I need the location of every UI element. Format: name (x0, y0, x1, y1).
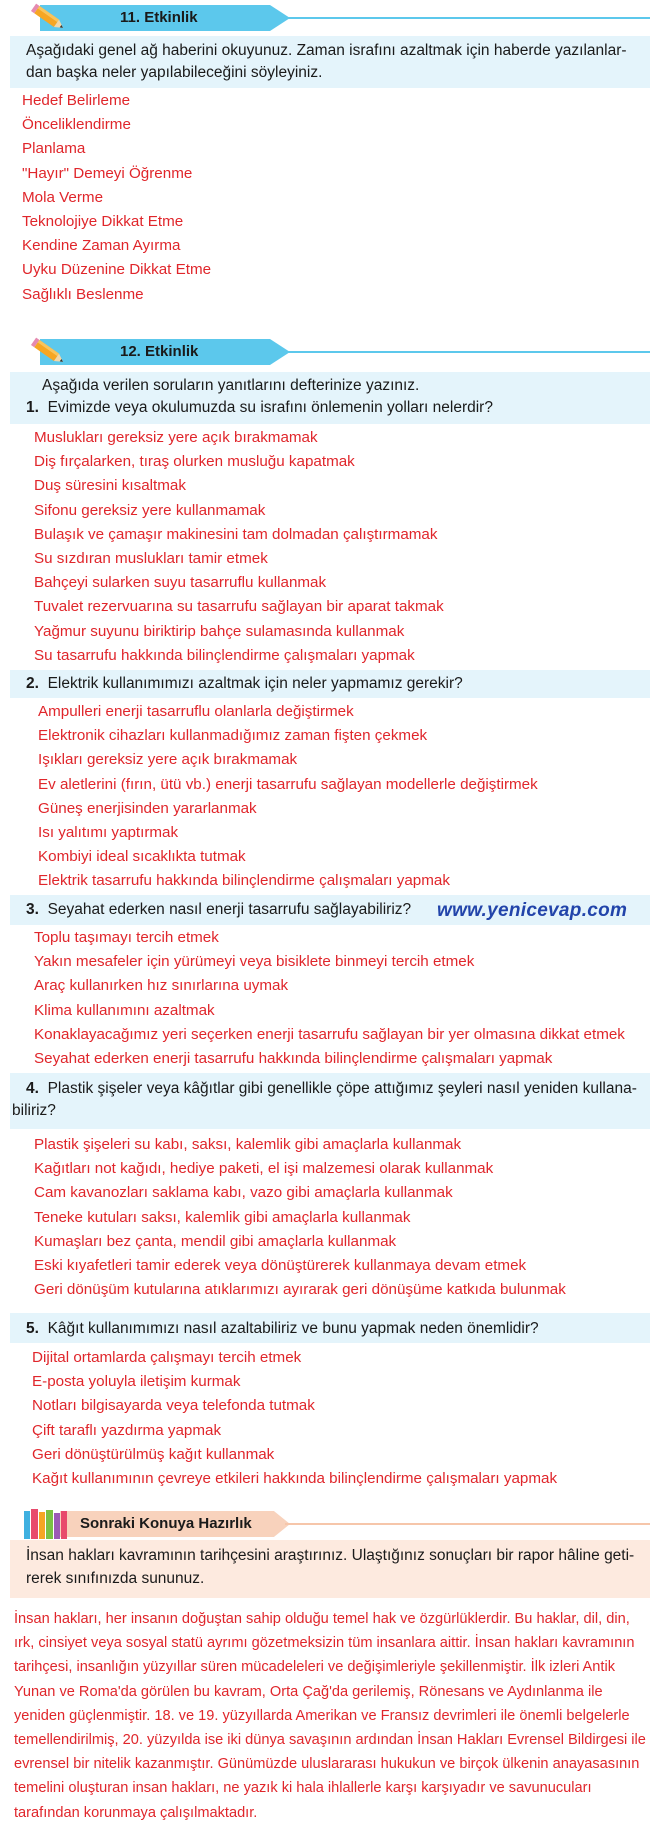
list-item: Kendine Zaman Ayırma (22, 237, 181, 255)
activity-11-prompt-line1: Aşağıdaki genel ağ haberini okuyunuz. Zaman israfını azaltmak için haberde yazılanlar- (26, 42, 627, 59)
question-number: 3. (26, 901, 39, 918)
banner-rule (285, 351, 650, 353)
list-item: Klima kullanımını azaltmak (34, 1001, 215, 1019)
list-item: Kumaşları bez çanta, mendil gibi amaçlarla kullanmak (34, 1232, 397, 1250)
pencil-icon (28, 336, 68, 368)
list-item: Ampulleri enerji tasarruflu olanlarla değiştirmek (38, 703, 354, 720)
list-item: Işıkları gereksiz yere açık bırakmamak (38, 751, 298, 769)
list-item: Sağlıklı Beslenme (22, 285, 144, 303)
question-text: Evimizde veya okulumuzda su israfını önlemenin yolları nelerdir? (47, 399, 493, 416)
pencil-icon (28, 2, 68, 34)
list-item: Planlama (22, 140, 86, 158)
preparation-prompt-box (10, 1540, 650, 1598)
question-5-answers (32, 1346, 557, 1491)
activity-11-answer-list (22, 89, 211, 307)
list-item: Kağıtları not kağıdı, hediye paketi, el işi malzemesi olarak kullanmak (34, 1160, 494, 1178)
list-item: Eski kıyafetleri tamir ederek veya dönüştürerek kullanmaya devam etmek (34, 1256, 527, 1274)
list-item: "Hayır" Demeyi Öğrenme (22, 164, 193, 182)
list-item: Araç kullanırken hız sınırlarına uymak (34, 977, 289, 995)
activity-12-title: 12. Etkinlik (120, 343, 199, 360)
question-1 (26, 397, 493, 419)
list-item: Yakın mesafeler için yürümeyi veya bisiklete binmeyi tercih etmek (34, 953, 475, 971)
list-item: Su sızdıran muslukları tamir etmek (34, 549, 268, 567)
preparation-prompt-line2: rerek sınıfınızda sununuz. (26, 1570, 205, 1587)
list-item: Muslukları gereksiz yere açık bırakmamak (34, 429, 318, 446)
activity-12-banner (10, 336, 650, 366)
list-item: Diş fırçalarken, tıraş olurken musluğu kapatmak (34, 453, 355, 471)
list-item: Kombiyi ideal sıcaklıkta tutmak (38, 848, 246, 866)
question-number: 4. (26, 1080, 39, 1097)
list-item: Teneke kutuları saksı, kalemlik gibi amaçlarla kullanmak (34, 1208, 411, 1226)
list-item: Isı yalıtımı yaptırmak (38, 823, 179, 841)
list-item: Uyku Düzenine Dikkat Etme (22, 261, 212, 279)
question-4-answers (34, 1133, 566, 1302)
list-item: Konaklayacağımız yeri seçerken enerji tasarrufu sağlayan bir yer olmasına dikkat etmek (34, 1025, 625, 1043)
list-item: Dijital ortamlarda çalışmayı tercih etmek (32, 1349, 302, 1366)
banner-rule (285, 17, 650, 19)
books-icon (20, 1507, 75, 1541)
activity-11-prompt-box (10, 36, 650, 88)
list-item: Sifonu gereksiz yere kullanmamak (34, 501, 266, 519)
activity-11-banner (10, 2, 650, 32)
question-number: 5. (26, 1320, 39, 1337)
watermark: www.yenicevap.com (437, 900, 628, 921)
list-item: Çift taraflı yazdırma yapmak (32, 1421, 222, 1439)
question-number: 1. (26, 399, 39, 416)
list-item: Elektrik tasarrufu hakkında bilinçlendirme çalışmaları yapmak (38, 872, 450, 890)
activity-11-title: 11. Etkinlik (120, 9, 198, 26)
list-item: Plastik şişeleri su kabı, saksı, kalemlik gibi amaçlarla kullanmak (34, 1136, 462, 1153)
preparation-banner (10, 1507, 650, 1539)
list-item: Hedef Belirleme (22, 92, 131, 109)
activity-12-prompt: Aşağıda verilen soruların yanıtlarını defterinize yazınız. (42, 377, 420, 394)
question-text-line1: Plastik şişeler veya kâğıtlar gibi genellikle çöpe attığımız şeyleri nasıl yeniden kullana- (47, 1080, 637, 1097)
list-item: Elektronik cihazları kullanmadığımız zaman fişten çekmek (38, 727, 428, 745)
list-item: Yağmur suyunu biriktirip bahçe sulamasında kullanmak (34, 622, 405, 640)
question-3-answers (34, 926, 625, 1071)
list-item: Notları bilgisayarda veya telefonda tutmak (32, 1397, 315, 1415)
list-item: Teknolojiye Dikkat Etme (22, 212, 184, 230)
list-item: Cam kavanozları saklama kabı, vazo gibi amaçlarla kullanmak (34, 1184, 453, 1202)
preparation-answer: İnsan hakları, her insanın doğuştan sahip olduğu temel hak ve özgürlüklerdir. Bu haklar, dil, din, ırk, cinsiyet veya sosyal statü ayrımı gözetmeksizin tüm insanlara aittir. İnsan hakları kavramının tarihçesi, insanlığın yüzyıllar süren mücadeleleri ve değişimleriyle şekillenmiştir. İlk izleri Antik Yunan ve Roma'da görülen bu kavram, Orta Çağ'da gerilemiş, Rönesans ve Aydınlanma ile yeniden güçlenmiştir. 18. ve 19. yüzyıllarda Amerikan ve Fransız devrimleri ile önemli belgelerle temellendirilmiş, 20. yüzyılda ise iki dünya savaşının ardından İnsan Hakları Evrensel Bildirgesi ile evrensel bir nitelik kazanmıştır. Günümüzde uluslararası hukukun ve birçok ülkenin anayasasının temelini oluşturan insan hakları, ne yazık ki hala ihlallerle karşı karşıyadır ve savunucuları tarafından korunmaya çalışılmaktadır. (14, 1611, 646, 1821)
list-item: Kağıt kullanımının çevreye etkileri hakkında bilinçlendirme çalışmaları yapmak (32, 1469, 558, 1487)
list-item: Önceliklendirme (22, 116, 131, 134)
question-2 (26, 673, 646, 695)
list-item: Güneş enerjisinden yararlanmak (38, 799, 257, 817)
question-1-answers (34, 426, 444, 668)
activity-11-prompt-line2: dan başka neler yapılabileceğini söyleyiniz. (26, 64, 323, 81)
question-5 (26, 1318, 646, 1340)
list-item: Su tasarrufu hakkında bilinçlendirme çalışmaları yapmak (34, 646, 415, 664)
list-item: Duş süresini kısaltmak (34, 477, 186, 495)
list-item: Seyahat ederken enerji tasarrufu hakkında bilinçlendirme çalışmaları yapmak (34, 1049, 553, 1067)
question-4-line2: biliriz? (12, 1102, 56, 1119)
list-item: Tuvalet rezervuarına su tasarrufu sağlayan bir aparat takmak (34, 598, 444, 616)
list-item: Toplu taşımayı tercih etmek (34, 929, 219, 946)
question-4 (26, 1078, 646, 1100)
banner-rule (285, 1523, 650, 1525)
activity-12-prompt-box (10, 372, 650, 424)
list-item: Ev aletlerini (fırın, ütü vb.) enerji tasarrufu sağlayan modellerle değiştirmek (38, 775, 538, 793)
preparation-prompt-line1: İnsan hakları kavramının tarihçesini araştırınız. Ulaştığınız sonuçları bir rapor hâline geti- (26, 1547, 635, 1564)
list-item: Geri dönüştürülmüş kağıt kullanmak (32, 1445, 275, 1463)
question-2-answers (38, 700, 538, 894)
list-item: E-posta yoluyla iletişim kurmak (32, 1373, 241, 1391)
list-item: Geri dönüşüm kutularına atıklarımızı ayırarak geri dönüşüme katkıda bulunmak (34, 1281, 566, 1299)
list-item: Mola Verme (22, 188, 104, 206)
list-item: Bahçeyi sularken suyu tasarruflu kullanmak (34, 574, 327, 592)
question-number: 2. (26, 675, 39, 692)
list-item: Bulaşık ve çamaşır makinesini tam dolmadan çalıştırmamak (34, 525, 438, 543)
question-text: Seyahat ederken nasıl enerji tasarrufu sağlayabiliriz? (47, 901, 412, 918)
question-text: Elektrik kullanımımızı azaltmak için neler yapmamız gerekir? (47, 675, 463, 692)
question-text: Kâğıt kullanımımızı nasıl azaltabiliriz ve bunu yapmak neden önemlidir? (47, 1320, 539, 1337)
preparation-title: Sonraki Konuya Hazırlık (80, 1515, 252, 1532)
